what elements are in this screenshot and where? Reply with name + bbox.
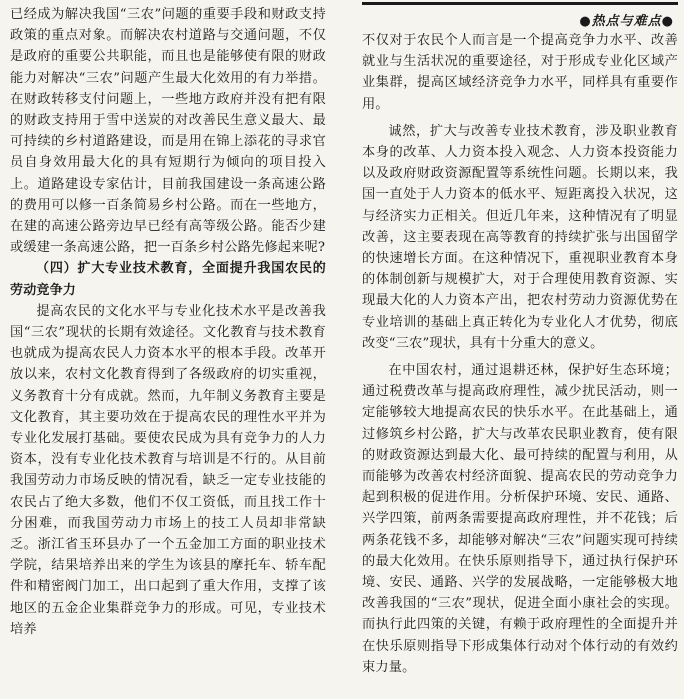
section-heading: （四）扩大专业技术教育，全面提升我国农民的劳动竞争力	[10, 261, 326, 298]
left-paragraph-2: 提高农民的文化水平与专业化技术水平是改善我国“三农”现状的长期有效途径。文化教育与技术教育也就成为提高农民人力资本水平的根本手段。改革开放以来，农村文化教育得到了各级政府的切实重视，义务教育十分有成就。然而，九年制义务教育主要是文化教育，其主要功效在于提高农民的理性水平并为专业化发展打基础。要使农民成为具有竞争力的人力资本，没有专业化技术教育与培训是不行的。从目前我国劳动力市场反映的情况看，缺乏一定专业技能的农民占了绝大多数，他们不仅工资低，而且找工作十分困难，而我国劳动力市场上的技工人员却非常缺乏。浙江省玉环县办了一个五金加工方面的职业技术学院，结果培养出来的学生为该县的摩托车、轿车配件和精密阀门加工，出口起到了重大作用，支撑了该地区的五金企业集群竞争力的形成。可见，专业技术培养	[10, 303, 326, 637]
section-label: ●热点与难点●	[579, 14, 674, 29]
left-paragraph-1: 已经成为解决我国“三农”问题的重要手段和财政支持政策的重点对象。而解决农村道路与交通问题，不仅是政府的重要公共职能，而且也是能够使有限的财政能力对解决“三农”问题产生最大化效用的有力举措。在财政转移支付问题上，一些地方政府并没有把有限的财政支持用于雪中送炭的对改善民生意义最大、最可持续的乡村道路建设，而是用在锦上添花的寻求官员自身效用最大化的具有短期行为倾向的项目投入上。道路建设专家估计，目前我国建设一条高速公路的费用可以修一百条简易乡村公路。而在一些地方，在建的高速公路旁边早已经有高等级公路。能否少建或缓建一条高速公路，把一百条乡村公路先修起来呢?	[10, 7, 326, 256]
left-column	[10, 4, 326, 640]
right-paragraph-1: 不仅对于农民个人而言是一个提高竞争力水平、改善就业与生活状况的重要途径，对于形成专业化区域产业集群，提高区域经济竞争力水平，同样具有重要作用。	[362, 33, 678, 112]
right-column	[362, 30, 678, 678]
header-rule	[362, 2, 678, 5]
right-paragraph-2: 诚然，扩大与改善专业技术教育，涉及职业教育本身的改革、人力资本投入观念、人力资本投资能力以及政府财政资源配置等系统性问题。长期以来，我国一直处于人力资本的低水平、短距离投入状况，这与经济实力正相关。但近几年来，这种情况有了明显改善，这主要表现在高等教育的持续扩张与出国留学的快速增长方面。在这种情况下，重视职业教育本身的体制创新与规模扩大，对于合理使用教育资源、实现最大化的人力资本产出，把农村劳动力资源优势在专业培训的基础上真正转化为专业化人才优势，彻底改变“三农”现状，具有十分重大的意义。	[362, 123, 678, 351]
right-paragraph-3: 在中国农村，通过退耕还林，保护好生态环境；通过税费改革与提高政府理性，减少扰民活动，则一定能够较大地提高农民的快乐水平。在此基础上，通过修筑乡村公路，扩大与改革农民职业教育，使有限的财政资源达到最大化、最可持续的配置与利用，从而能够为改善农村经济面貌、提高农民的劳动竞争力起到积极的促进作用。分析保护环境、安民、通路、兴学四策，前两条需要提高政府理性，并不花钱；后两条花钱不多，却能够对解决“三农”问题实现可持续的最大化效用。在快乐原则指导下，通过执行保护环境、安民、通路、兴学的发展战略，一定能够极大地改善我国的“三农”现状，促进全面小康社会的实现。而执行此四策的关键，有赖于政府理性的全面提升并在快乐原则指导下形成集体行动对个体行动的有效约束力量。	[362, 363, 678, 675]
